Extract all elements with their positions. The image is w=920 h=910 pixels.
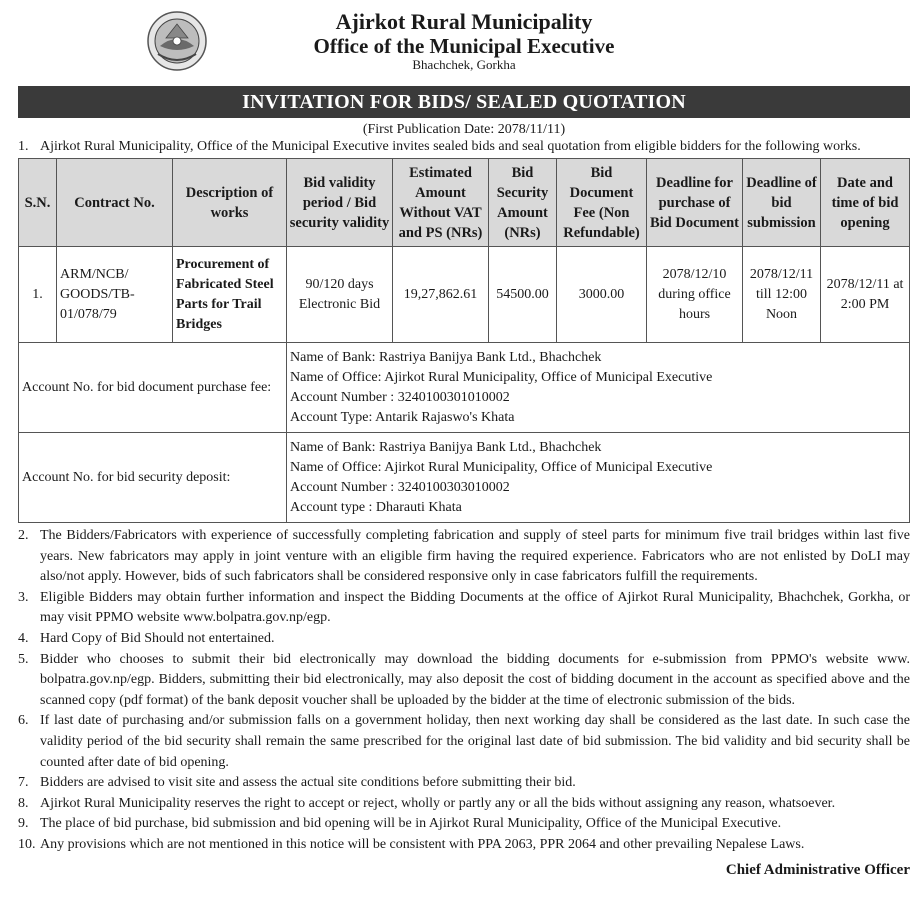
cell-opening-date: 2078/12/11 at 2:00 PM (821, 247, 910, 343)
bank-name-line: Name of Bank: Rastriya Banijya Bank Ltd., Bhachchek (290, 439, 602, 455)
account-row-document-fee (19, 343, 910, 433)
notice-title-banner: INVITATION FOR BIDS/ SEALED QUOTATION (18, 86, 910, 118)
header-bid-validity: Bid validity period / Bid security validity (287, 159, 393, 247)
note-text: Ajirkot Rural Municipality reserves the right to accept or reject, wholly or partly any or all the bids without assigning any reason, whatsoever. (40, 795, 836, 811)
bank-name-line: Name of Bank: Rastriya Banijya Bank Ltd., Bhachchek (290, 349, 602, 365)
list-item (18, 588, 910, 629)
header-purchase-deadline: Deadline for purchase of Bid Document (647, 159, 743, 247)
account-label: Account No. for bid document purchase fee: (19, 343, 287, 433)
note-text: Any provisions which are not mentioned in this notice will be consistent with PPA 2063, PPR 2064 and other prevailing Nepalese Laws. (40, 836, 805, 852)
note-text: The Bidders/Fabricators with experience of successfully completing fabrication and supply of steel parts for minimum five trail bridges within last five years. New fabricators may apply in joint venture with an eligible firm having the required experience. Fabricators who are not enlisted by DoLI may also/not apply. However, bids of such fabricators shall be considered responsive only in case fabricators fulfill the requirements. (40, 528, 910, 585)
note-number: 7. (18, 775, 29, 791)
list-item (18, 711, 910, 773)
signature-title: Chief Administrative Officer (725, 861, 910, 878)
table-header-row (19, 159, 910, 247)
note-text: Hard Copy of Bid Should not entertained. (40, 630, 275, 646)
list-item (18, 526, 910, 588)
office-name: Office of the Municipal Executive (313, 34, 615, 58)
cell-description: Procurement of Fabricated Steel Parts for Trail Bridges (173, 247, 287, 343)
cell-estimated-amount: 19,27,862.61 (393, 247, 489, 343)
list-item (18, 835, 910, 856)
note-text: If last date of purchasing and/or submission falls on a government holiday, then next working day shall be considered as the last date. In such case the validity period of the bid security shall remain the same prescribed for the original last date of bid submission. The bid validity and bid security shall be counted after date of bid opening. (40, 713, 910, 770)
intro-paragraph (18, 138, 910, 155)
publication-date: (First Publication Date: 2078/11/11) (362, 122, 566, 137)
intro-number: 1. (18, 139, 29, 154)
header-bid-security: Bid Security Amount (NRs) (489, 159, 557, 247)
header-sn: S.N. (19, 159, 57, 247)
list-item (18, 629, 910, 650)
header-document-fee: Bid Document Fee (Non Refundable) (557, 159, 647, 247)
header-submission-deadline: Deadline of bid submission (743, 159, 821, 247)
account-details (287, 343, 910, 433)
cell-submission-deadline: 2078/12/11 till 12:00 Noon (743, 247, 821, 343)
organization-name: Ajirkot Rural Municipality (335, 9, 593, 34)
cell-sn: 1. (19, 247, 57, 343)
account-number-line: Account Number : 3240100303010002 (290, 479, 510, 495)
government-emblem-icon (146, 10, 208, 72)
header-opening-date: Date and time of bid opening (821, 159, 910, 247)
note-number: 6. (18, 713, 29, 729)
note-text: The place of bid purchase, bid submission and bid opening will be in Ajirkot Rural Municipality, Office of the Municipal Executive. (40, 816, 782, 832)
header-estimated-amount: Estimated Amount Without VAT and PS (NRs) (393, 159, 489, 247)
note-number: 2. (18, 528, 29, 543)
bids-table (18, 158, 910, 523)
intro-text: Ajirkot Rural Municipality, Office of the Municipal Executive invites sealed bids and seal quotation from eligible bidders for the following works. (40, 139, 861, 154)
account-details (287, 433, 910, 523)
list-item (18, 794, 910, 815)
list-item (18, 650, 910, 712)
office-name-line: Name of Office: Ajirkot Rural Municipality, Office of Municipal Executive (290, 459, 713, 475)
account-row-security-deposit (19, 433, 910, 523)
cell-bid-security: 54500.00 (489, 247, 557, 343)
note-number: 4. (18, 630, 29, 646)
cell-bid-validity: 90/120 days Electronic Bid (287, 247, 393, 343)
cell-contract-no: ARM/NCB/ GOODS/TB- 01/078/79 (57, 247, 173, 343)
note-number: 9. (18, 816, 29, 832)
header (18, 0, 910, 84)
note-number: 3. (18, 589, 29, 605)
cell-purchase-deadline: 2078/12/10 during office hours (647, 247, 743, 343)
account-type-line: Account type : Dharauti Khata (290, 499, 462, 515)
office-name-line: Name of Office: Ajirkot Rural Municipality, Office of Municipal Executive (290, 369, 713, 385)
note-text: Eligible Bidders may obtain further information and inspect the Bidding Documents at the office of Ajirkot Rural Municipality, Bhachchek, Gorkha, or may visit PPMO website www.bolpatra.gov.np/egp. (40, 589, 910, 626)
cell-document-fee: 3000.00 (557, 247, 647, 343)
account-label: Account No. for bid security deposit: (19, 433, 287, 523)
account-type-line: Account Type: Antarik Rajaswo's Khata (290, 409, 515, 425)
note-number: 10. (18, 836, 36, 852)
table-row (19, 247, 910, 343)
header-contract-no: Contract No. (57, 159, 173, 247)
note-number: 8. (18, 795, 29, 811)
account-number-line: Account Number : 3240100301010002 (290, 389, 510, 405)
note-number: 5. (18, 651, 29, 667)
notes-list (18, 526, 910, 856)
header-description: Description of works (173, 159, 287, 247)
note-text: Bidders are advised to visit site and assess the actual site conditions before submitting their bid. (40, 775, 576, 791)
list-item (18, 773, 910, 794)
office-address: Bhachchek, Gorkha (412, 57, 516, 72)
note-text: Bidder who chooses to submit their bid electronically may download the bidding documents for e-submission from PPMO's website www. bolpatra.gov.np/egp. Bidders, submitting their bid electronically, may also deposit the cost of bidding document in the account as specified above and the scanned copy (pdf format) of the bank deposit voucher shall be uploaded by the bidder at the time of electronic submission of the bids. (40, 651, 910, 708)
list-item (18, 814, 910, 835)
